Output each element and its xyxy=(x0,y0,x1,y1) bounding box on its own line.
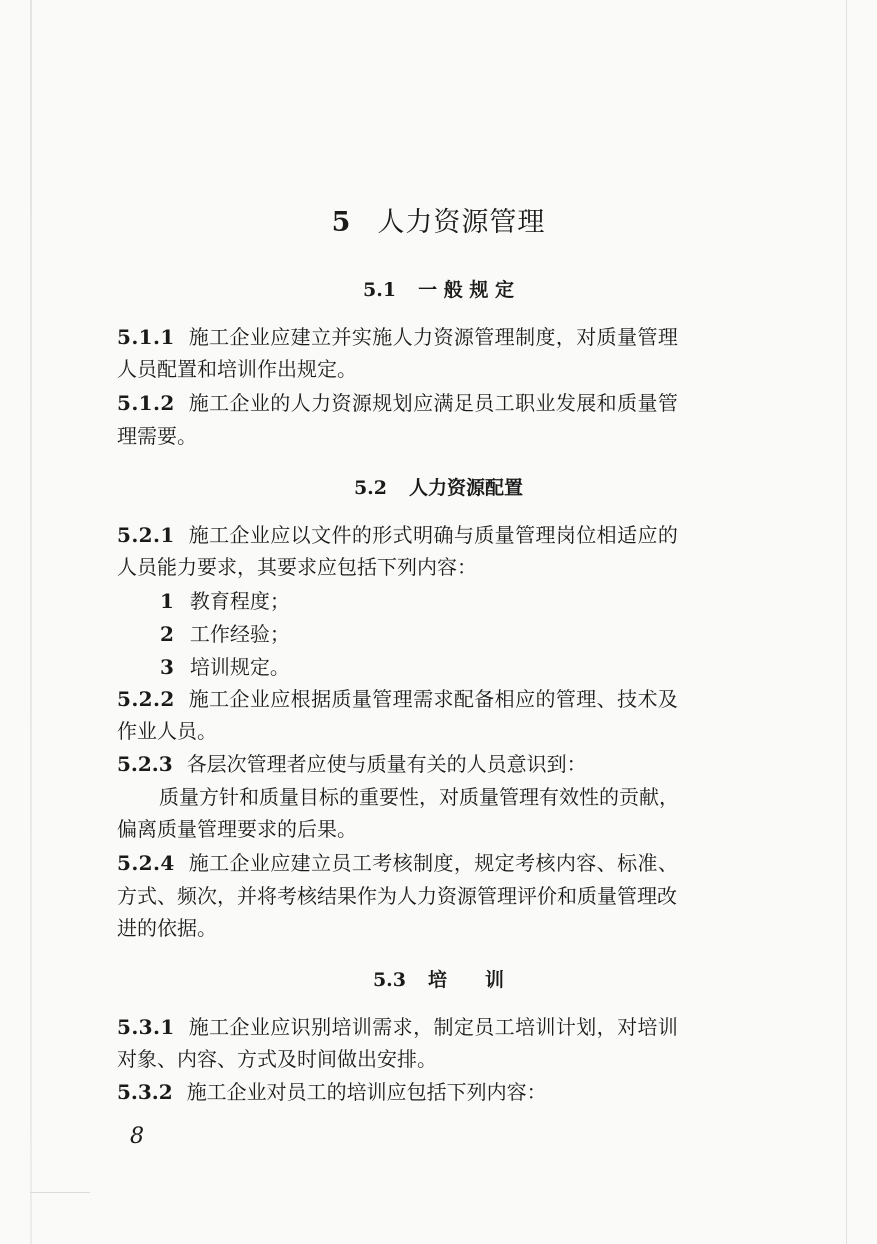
clause-5-2-4-line-2: 方式、频次，并将考核结果作为人力资源管理评价和质量管理改 xyxy=(117,884,677,908)
clause-5-3-1-line-2: 对象、内容、方式及时间做出安排。 xyxy=(117,1047,437,1071)
section-title-5-2: 5.2 人力资源配置 xyxy=(353,477,524,499)
page-edge-right xyxy=(846,0,847,1244)
page-edge-left xyxy=(30,0,32,1244)
chapter-title-text: 人力资源管理 xyxy=(377,207,546,238)
chapter-title xyxy=(0,200,877,239)
section-title-5-1: 5.1 一 般 规 定 xyxy=(363,279,514,301)
clause-5-2-1-line-2: 人员能力要求，其要求应包括下列内容： xyxy=(117,555,477,579)
list-item: 3 培训规定。 xyxy=(160,655,290,679)
clause-5-2-3-line-1: 5.2.3 各层次管理者应使与质量有关的人员意识到： xyxy=(117,752,587,776)
clause-5-1-1-line-1: 5.1.1 施工企业应建立并实施人力资源管理制度，对质量管理 xyxy=(117,325,679,349)
page-edge-bottom xyxy=(30,1192,90,1193)
clause-5-2-1-line-1: 5.2.1 施工企业应以文件的形式明确与质量管理岗位相适应的 xyxy=(117,523,679,547)
list-item: 2 工作经验； xyxy=(160,622,290,646)
section-title-5-3: 5.3 培 训 xyxy=(372,969,505,991)
clause-5-2-3-line-2: 质量方针和质量目标的重要性，对质量管理有效性的贡献， xyxy=(159,785,679,809)
clause-5-1-2-line-2: 理需要。 xyxy=(117,424,197,448)
page-number: 8 xyxy=(130,1124,144,1149)
clause-5-1-2-line-1: 5.1.2 施工企业的人力资源规划应满足员工职业发展和质量管 xyxy=(117,391,679,415)
clause-5-2-2-line-1: 5.2.2 施工企业应根据质量管理需求配备相应的管理、技术及 xyxy=(117,687,679,711)
list-item: 1 教育程度； xyxy=(160,589,290,613)
clause-5-2-4-line-3: 进的依据。 xyxy=(117,916,217,940)
chapter-number: 5 xyxy=(331,207,352,238)
clause-5-3-2-line-1: 5.3.2 施工企业对员工的培训应包括下列内容： xyxy=(117,1080,547,1104)
clause-5-1-1-line-2: 人员配置和培训作出规定。 xyxy=(117,357,357,381)
clause-5-2-2-line-2: 作业人员。 xyxy=(117,719,217,743)
clause-5-3-1-line-1: 5.3.1 施工企业应识别培训需求，制定员工培训计划，对培训 xyxy=(117,1015,679,1039)
clause-5-2-4-line-1: 5.2.4 施工企业应建立员工考核制度，规定考核内容、标准、 xyxy=(117,851,679,875)
clause-5-2-3-line-3: 偏离质量管理要求的后果。 xyxy=(117,817,357,841)
